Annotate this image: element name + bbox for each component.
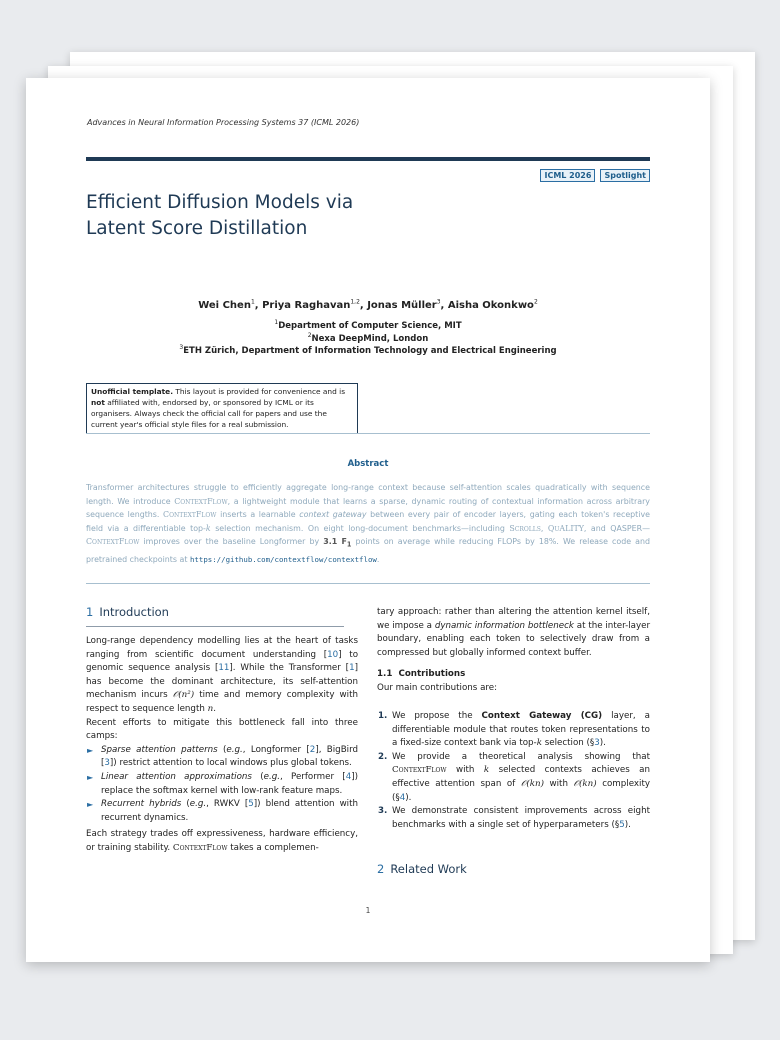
bullet-item <box>86 798 358 825</box>
badge-group <box>540 169 650 182</box>
section-title: Related Work <box>390 862 467 877</box>
para-text: ] has become the dominant architecture, its self-attention mechanism incurs <box>86 663 358 701</box>
abstract-text: , and QASPER— <box>583 523 650 533</box>
bullet-eg: e.g. <box>263 771 280 782</box>
abstract-heading: Abstract <box>347 459 389 469</box>
title-line-1: Efficient Diffusion Models via <box>86 192 354 213</box>
math-complexity: 𝒪(kn) <box>520 778 544 789</box>
item-text: layer, a differentiable module that routes token representations to a fixed-size context bank via top- <box>392 710 650 749</box>
paper-page <box>26 78 710 962</box>
subsection-number: 1.1 <box>377 669 393 680</box>
unofficial-notice-box <box>86 383 358 434</box>
citation-link[interactable]: 5 <box>248 799 254 810</box>
affiliation-text: Nexa DeepMind, London <box>311 333 429 344</box>
bullet-eg: e.g. <box>189 799 207 810</box>
author-name: Jonas Müller <box>367 300 437 311</box>
affiliation <box>86 333 650 346</box>
math-complexity: 𝒪(n²) <box>172 690 195 701</box>
abstract-bottom-rule <box>86 583 650 584</box>
list-number: 3. <box>378 806 388 817</box>
author-list: Wei Chen$^1$, Priya Raghavan$^{1,2}$, Jonas Müller$^3$, Aisha Okonkwo$^2$ <box>198 298 538 311</box>
citation-link[interactable]: 2 <box>309 744 316 755</box>
item-bold: Context Gateway (CG) <box>481 710 603 721</box>
bullet-eg: e.g. <box>226 744 243 755</box>
method-name: ContextFlow <box>172 842 228 853</box>
bullet-text: ], BigBird [ <box>101 744 359 769</box>
abstract-text: inserts a learnable <box>216 510 300 520</box>
abstract-body <box>86 481 650 566</box>
notice-not: not <box>91 398 105 407</box>
section-heading-introduction <box>86 605 358 619</box>
bullet-text: , Performer [ <box>279 771 346 782</box>
citation-link[interactable]: 3 <box>104 758 110 769</box>
bullet-emphasis: Recurrent hybrids <box>101 799 182 810</box>
left-column <box>86 605 358 856</box>
author-sup: 1,2 <box>350 298 360 306</box>
para-text: Long-range dependency modelling lies at the heart of tasks ranging from scientific document understanding [ <box>86 636 358 660</box>
item-text: with <box>543 778 574 789</box>
item-text: selected contexts achieves an effective attention span of <box>392 765 650 789</box>
author-name: Aisha Okonkwo <box>447 300 534 311</box>
affiliation-text: ETH Zürich, Department of Information Technology and Electrical Engineering <box>183 346 557 357</box>
contribution-item <box>377 805 650 832</box>
triangle-bullet-icon: ► <box>87 772 94 782</box>
abstract-text: . <box>376 554 380 564</box>
item-text: ). <box>599 738 606 749</box>
para-text: at the inter-layer boundary, enabling each token to selectively draw from a compressed but globally informed context buffer. <box>377 620 651 658</box>
intro-paragraph-2: Recent efforts to mitigate this bottleneck fall into three camps: <box>86 717 358 742</box>
para-text: time and memory complexity with respect to sequence length <box>86 690 358 714</box>
abstract-top-rule <box>86 433 650 434</box>
benchmark-name: QuALITY <box>547 523 584 533</box>
affiliation-sup: 3 <box>179 344 184 352</box>
bullet-emphasis: Sparse attention patterns <box>101 744 218 755</box>
triangle-bullet-icon: ► <box>87 800 94 810</box>
intro-paragraph-1 <box>86 635 358 717</box>
notice-text: affiliated with, endorsed by, or sponsored by ICML or its organisers. Always check the official call for papers and use the current year's official style files for a real submission. <box>91 398 327 429</box>
bullet-item <box>86 744 358 771</box>
notice-text: This layout is provided for convenience and is <box>173 387 346 396</box>
author-sup: 3 <box>436 298 441 306</box>
triangle-bullet-icon: ► <box>87 745 94 755</box>
math-k: k <box>483 765 490 776</box>
bullet-emphasis: Linear attention approximations <box>101 771 252 782</box>
method-name: ContextFlow <box>174 496 228 506</box>
author-name: Priya Raghavan <box>262 300 351 311</box>
item-text: ). <box>624 819 631 830</box>
affiliation <box>86 345 650 358</box>
affiliation-text: Department of Computer Science, MIT <box>278 321 462 331</box>
right-column <box>377 606 650 876</box>
section-heading-related-work <box>377 862 650 876</box>
page-number: 1 <box>365 906 371 915</box>
list-number: 2. <box>378 751 388 762</box>
affiliation-list <box>86 320 650 358</box>
bullet-text: ]) replace the softmax kernel with low-rank feature maps. <box>101 771 359 796</box>
citation-link[interactable]: 4 <box>345 771 352 782</box>
section-rule <box>86 626 344 627</box>
gain-value <box>323 537 352 549</box>
author-sup: 1 <box>250 298 255 306</box>
para-text: takes a complemen- <box>227 842 319 853</box>
abstract-text: , a lightweight module that learns a sparse, dynamic routing of contextual information across arbitrary sequence lengths. <box>86 496 650 520</box>
list-number: 1. <box>378 710 388 721</box>
para-text: . <box>213 703 216 714</box>
intro-continued-paragraph <box>377 606 650 660</box>
contribution-item <box>377 751 650 805</box>
item-text: We demonstrate consistent improvements across eight benchmarks with a single set of hyperparameters (§ <box>392 806 650 830</box>
abstract-text: between every pair of encoder layers, gating each token's receptive field via a differentiable top- <box>86 510 650 533</box>
bullet-text: , RWKV [ <box>206 799 249 810</box>
title-line-2: Latent Score Distillation <box>86 218 308 239</box>
item-text: selection (§ <box>541 738 595 749</box>
benchmark-name: Scrolls <box>509 523 541 533</box>
abstract-emphasis: context gateway <box>299 510 367 520</box>
item-text: with <box>446 765 484 776</box>
para-text: tary approach: rather than altering the attention kernel itself, we impose a <box>377 607 650 631</box>
gain-text: 3.1 F <box>323 537 347 547</box>
contributions-list <box>377 710 650 832</box>
math-k: k <box>205 523 211 533</box>
abstract-text: points on average while reducing FLOPs by 18%. We release code and pretrained checkpoints at <box>86 537 651 564</box>
section-ref-link[interactable]: 3 <box>594 738 600 749</box>
bullet-text: , Longformer [ <box>242 744 310 755</box>
item-text: complexity (§ <box>392 778 650 803</box>
affiliation <box>86 320 650 333</box>
para-text: ]. While the Transformer [ <box>229 663 350 674</box>
abstract-text: selection mechanism. On eight long-document benchmarks—including <box>210 523 510 533</box>
section-title: Introduction <box>99 605 169 619</box>
spotlight-badge: Spotlight <box>600 169 650 182</box>
contribution-item <box>377 710 650 751</box>
author-sup: 2 <box>533 298 538 306</box>
abstract-text: improves over the baseline Longformer by <box>139 537 324 547</box>
method-name: ContextFlow <box>392 765 447 776</box>
section-number: 2 <box>377 862 385 877</box>
math-k: k <box>536 738 542 749</box>
author-name: Wei Chen <box>198 300 251 311</box>
para-text: Each strategy trades off expressiveness, hardware efficiency, or training stability. <box>86 829 358 853</box>
paper-title <box>86 190 353 242</box>
affiliation-sup: 2 <box>307 331 312 339</box>
bullet-text: ( <box>251 771 264 782</box>
notice-bold: Unofficial template. <box>91 387 174 396</box>
math-complexity: 𝒪(kn) <box>573 778 597 789</box>
section-ref-link[interactable]: 5 <box>619 819 625 830</box>
item-text: We propose the <box>392 710 482 721</box>
approach-bullet-list <box>86 744 358 826</box>
venue-badge: ICML 2026 <box>540 169 595 182</box>
section-ref-link[interactable]: 4 <box>399 792 406 803</box>
affiliation-sup: 1 <box>274 319 279 327</box>
subsection-title: Contributions <box>398 669 466 680</box>
header-rule <box>86 157 650 161</box>
venue-line: Advances in Neural Information Processing Systems 37 (ICML 2026) <box>87 118 360 127</box>
bullet-text: ( <box>217 744 227 755</box>
bullet-item <box>86 771 358 798</box>
abstract-text: , <box>540 523 548 533</box>
code-url-link[interactable]: https://github.com/contextflow/contextflow <box>189 554 377 564</box>
abstract-text: Transformer architectures struggle to efficiently aggregate long-range context because self-attention scales quadratically with sequence length. We introduce <box>86 483 650 506</box>
math-n: n <box>207 703 214 714</box>
method-name: ContextFlow <box>86 537 140 547</box>
item-text: We provide a theoretical analysis showing that <box>392 751 650 762</box>
citation-link[interactable]: 11 <box>218 663 230 674</box>
method-name: ContextFlow <box>163 510 217 520</box>
item-text: ). <box>405 792 412 803</box>
intro-paragraph-3 <box>86 828 358 855</box>
contributions-intro: Our main contributions are: <box>377 683 498 694</box>
para-text: ] to genomic sequence analysis [ <box>86 649 359 674</box>
subsection-heading-contributions <box>377 669 650 679</box>
citation-link[interactable]: 10 <box>327 649 339 660</box>
para-emphasis: dynamic information bottleneck <box>434 620 574 631</box>
citation-link[interactable]: 1 <box>349 663 355 674</box>
bullet-text: ]) restrict attention to local windows plus global tokens. <box>109 758 352 769</box>
gain-sub: 1 <box>346 540 352 549</box>
bullet-text: ( <box>181 799 190 810</box>
bullet-text: ]) blend attention with recurrent dynamics. <box>101 799 359 823</box>
section-number: 1 <box>86 605 94 619</box>
